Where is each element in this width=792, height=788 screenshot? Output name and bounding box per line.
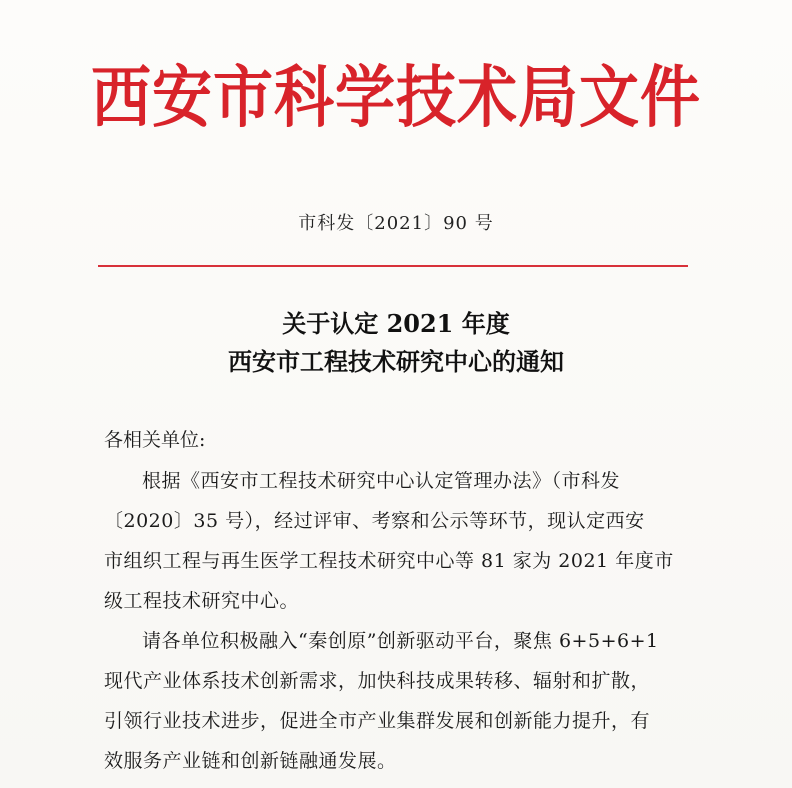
paragraph-2-line-4: 效服务产业链和创新链融通发展。: [104, 750, 397, 772]
red-separator-line: [98, 265, 688, 267]
salutation: 各相关单位:: [104, 429, 206, 451]
paragraph-2-line-2: 现代产业体系技术创新需求，加快科技成果转移、辐射和扩散，: [104, 670, 651, 692]
notice-title-line-2: 西安市工程技术研究中心的通知: [228, 347, 564, 376]
paragraph-1-line-3: 市组织工程与再生医学工程技术研究中心等 81 家为 2021 年度市: [104, 550, 674, 572]
paragraph-2-line-3: 引领行业技术进步，促进全市产业集群发展和创新能力提升，有: [104, 710, 651, 732]
paragraph-1-line-1: 根据《西安市工程技术研究中心认定管理办法》（市科发: [142, 470, 621, 492]
paragraph-1-line-4: 级工程技术研究中心。: [104, 590, 300, 612]
paragraph-1-line-2: 〔2020〕35 号），经过评审、考察和公示等环节，现认定西安: [104, 510, 645, 532]
paragraph-2-line-1: 请各单位积极融入“秦创原”创新驱动平台，聚焦 6+5+6+1: [142, 630, 659, 652]
document-number: 市科发〔2021〕90 号: [298, 213, 494, 234]
notice-title-line-1: 关于认定 2021 年度: [282, 309, 510, 338]
masthead-title: 西安市科学技术局文件: [91, 58, 701, 138]
